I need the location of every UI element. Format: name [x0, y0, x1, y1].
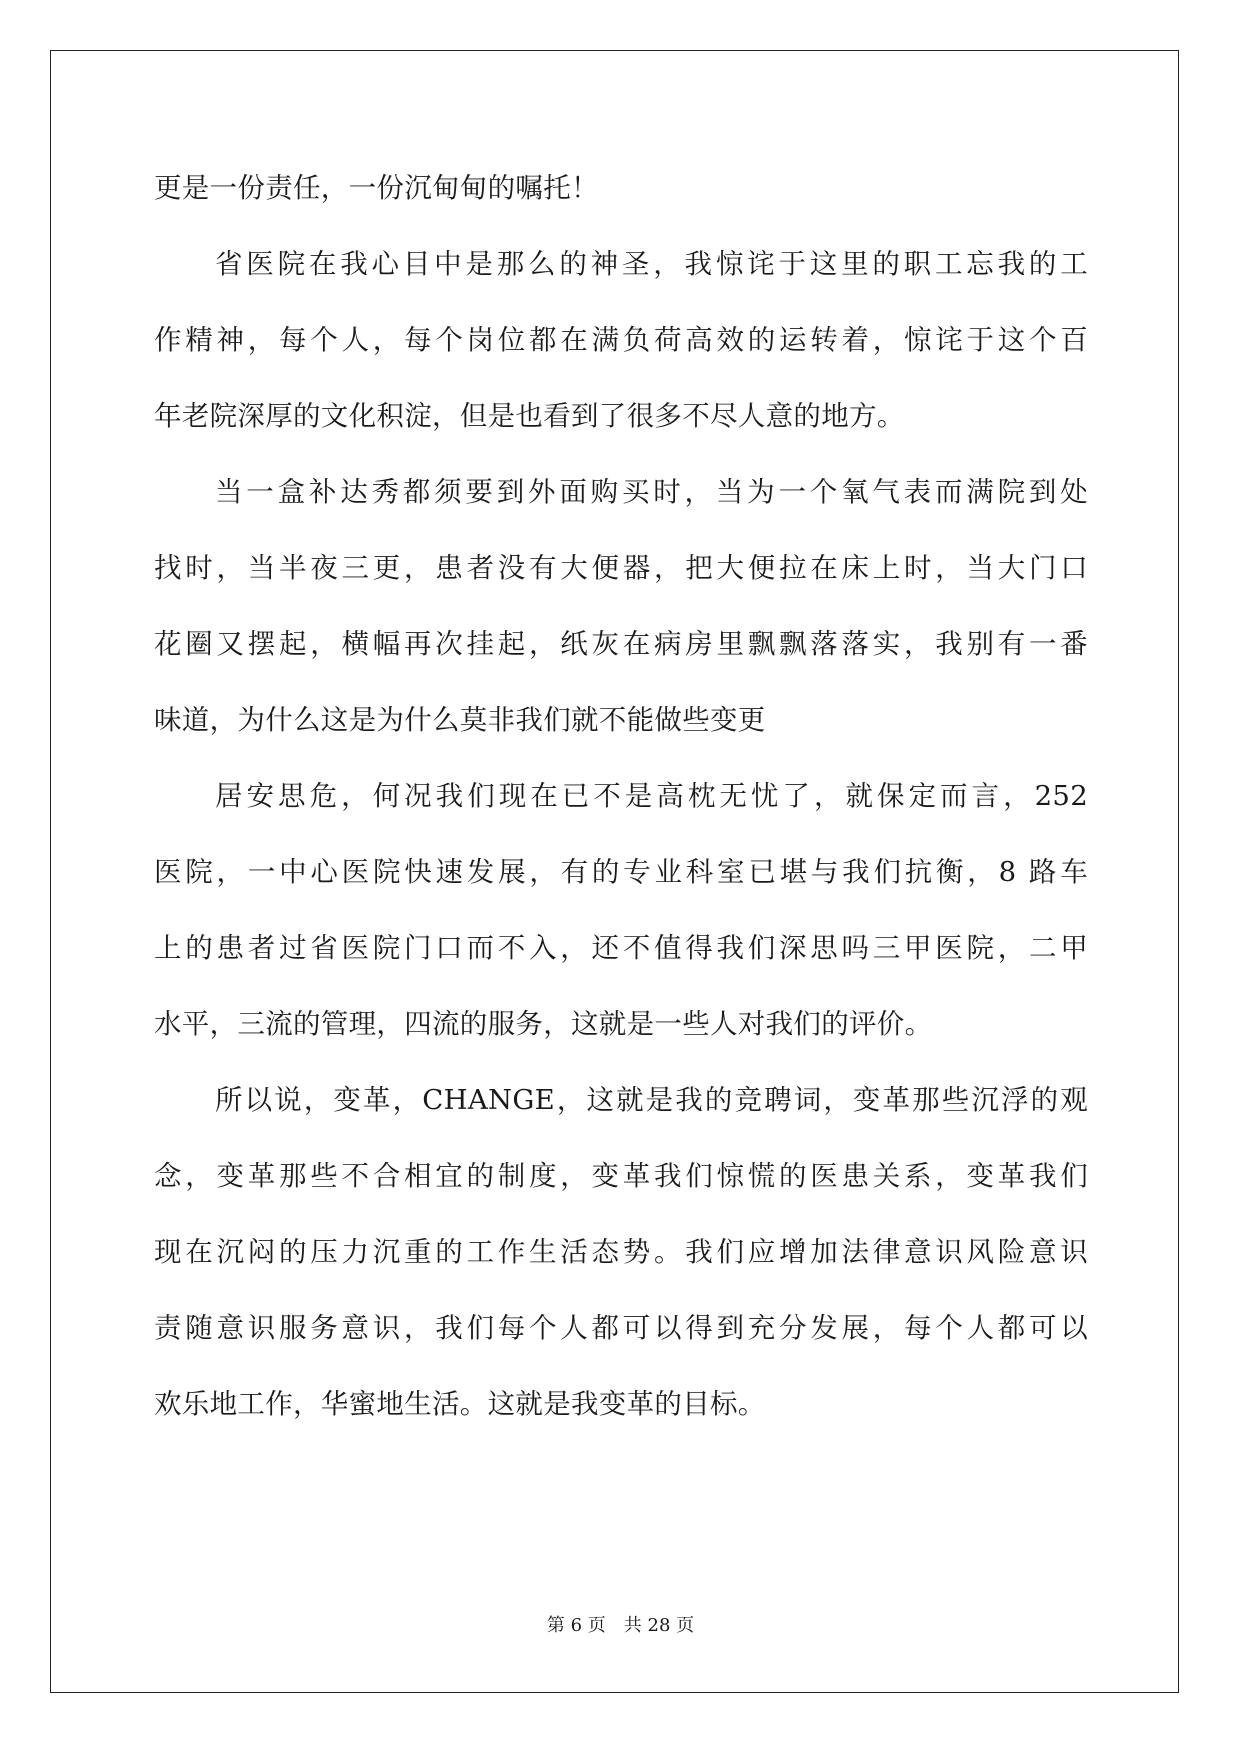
text-line: 上的患者过省医院门口而不入，还不值得我们深思吗三甲医院，二甲: [154, 932, 1088, 964]
text-line: 居安思危，何况我们现在已不是高枕无忧了，就保定而言，252: [215, 780, 1088, 812]
text-line: 当一盒补达秀都须要到外面购买时，当为一个氧气表而满院到处: [215, 476, 1088, 508]
text-line: 花圈又摆起，横幅再次挂起，纸灰在病房里飘飘落落实，我别有一番: [154, 628, 1088, 660]
page-number: 第 6 页: [546, 1615, 606, 1636]
text-line: 医院，一中心医院快速发展，有的专业科室已堪与我们抗衡，8 路车: [154, 856, 1088, 888]
text-line: 所以说，变革，CHANGE，这就是我的竞聘词，变革那些沉浮的观: [215, 1084, 1088, 1116]
text-line: 味道，为什么这是为什么莫非我们就不能做些变更: [154, 704, 766, 736]
text-line: 年老院深厚的文化积淀，但是也看到了很多不尽人意的地方。: [154, 400, 905, 432]
text-line: 责随意识服务意识，我们每个人都可以得到充分发展，每个人都可以: [154, 1312, 1088, 1344]
text-line: 作精神，每个人，每个岗位都在满负荷高效的运转着，惊诧于这个百: [154, 324, 1088, 356]
text-line: 更是一份责任，一份沉甸甸的嘱托！: [154, 172, 599, 204]
text-line: 水平，三流的管理，四流的服务，这就是一些人对我们的评价。: [154, 1008, 933, 1040]
page-total: 共 28 页: [623, 1615, 695, 1636]
text-line: 欢乐地工作，华蜜地生活。这就是我变革的目标。: [154, 1388, 766, 1420]
page-footer: [0, 1614, 1241, 1638]
text-line: 省医院在我心目中是那么的神圣，我惊诧于这里的职工忘我的工: [215, 248, 1088, 280]
text-line: 念，变革那些不合相宜的制度，变革我们惊慌的医患关系，变革我们: [154, 1160, 1088, 1192]
text-line: 找时，当半夜三更，患者没有大便器，把大便拉在床上时，当大门口: [154, 552, 1088, 584]
document-body: [154, 162, 1088, 1454]
text-line: 现在沉闷的压力沉重的工作生活态势。我们应增加法律意识风险意识: [154, 1236, 1088, 1268]
